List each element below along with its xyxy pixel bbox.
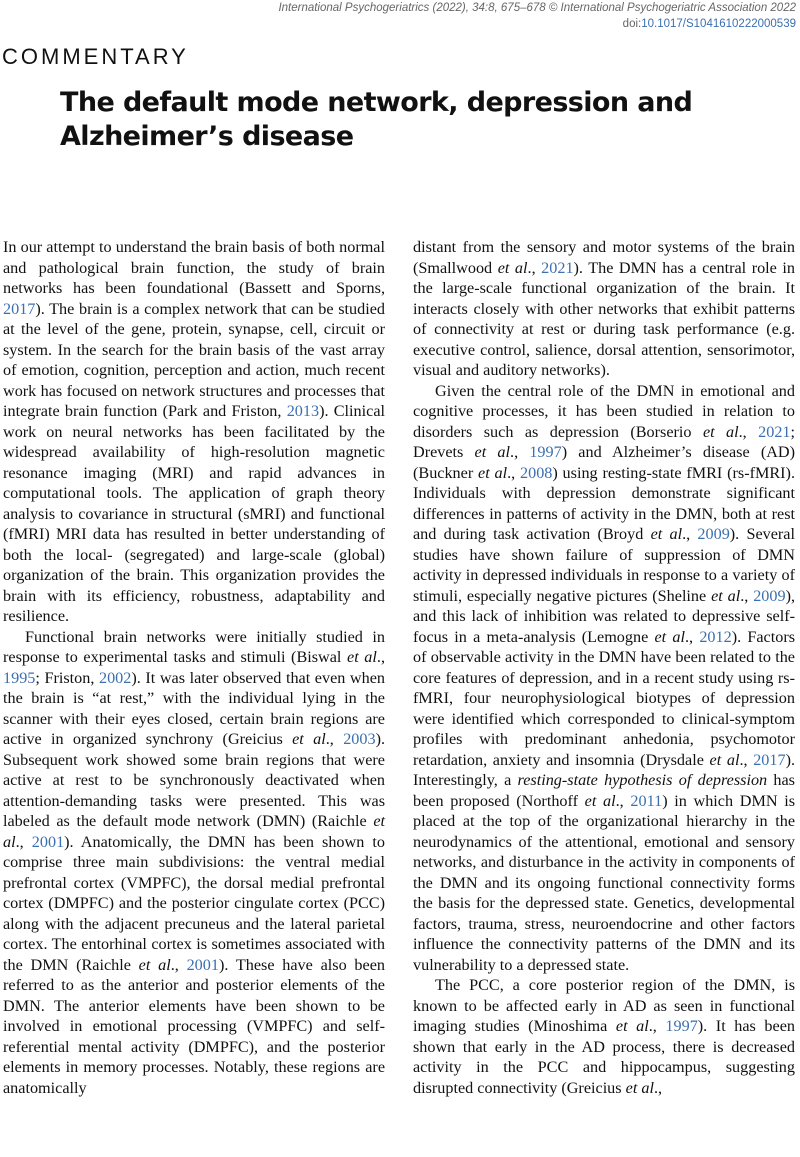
journal-citation: (2022), 34:8, 675–678 © International Psychogeriatric Association 2022 [432,2,796,14]
body-column-left [3,237,385,1098]
citation-link[interactable]: 2008 [520,463,553,482]
citation-link[interactable]: 1995 [3,668,36,687]
journal-name: International Psychogeriatrics [278,2,430,14]
citation-link[interactable]: 2021 [541,258,574,277]
doi-link[interactable]: 10.1017/S1041610222000539 [641,18,796,30]
citation-link[interactable]: 2012 [699,627,732,646]
citation-link[interactable]: 2001 [31,832,65,851]
citation-link[interactable]: 2001 [186,955,219,974]
citation-link[interactable]: 2011 [630,791,663,810]
doi-prefix: doi: [622,18,642,30]
body-column-right [413,237,795,1098]
citation-link[interactable]: 2017 [3,299,36,318]
citation-link[interactable]: 2013 [286,402,320,420]
body-paragraph: The PCC, a core posterior region of the DMN, is known to be affected early in AD as seen in functional imaging studies (Minoshima et al., 1997). It has been shown that early in the AD process, there is decreased activity in the PCC and hippocampus, suggesting disrupted connectivity (Greicius et al., [413,976,795,1097]
citation-link[interactable]: 2021 [758,422,791,441]
journal-citation-line [176,0,796,16]
body-paragraph: distant from the sensory and motor systems of the brain (Smallwood et al., 2021). The DMN has a central role in the large-scale functional organization of the brain. It interacts closely with other networks that exhibit patterns of connectivity at rest or during task performance (e.g. executive control, salience, dorsal attention, sensorimotor, visual and auditory networks). [413,238,795,379]
citation-link[interactable]: 2002 [98,668,132,687]
doi-line [176,16,796,32]
body-paragraph: Functional brain networks were initially studied in response to experimental tasks and stimuli (Biswal et al., 1995; Friston, 2002). It was later observed that even when the brain is “at rest,” with the individual lying in the scanner with their eyes closed, certain brain regions are active in organized synchrony (Greicius et al., 2003). Subsequent work showed some brain regions that were active at rest to be synchronously deactivated when attention-demanding tasks were presented. This was labeled as the default mode network (DMN) (Raichle et al., 2001). Anatomically, the DMN has been shown to comprise three main subdivisions: the ventral medial prefrontal cortex (VMPFC), the dorsal medial prefrontal cortex (DMPFC) and the posterior cingulate cortex (PCC) along with the adjacent precuneus and the lateral parietal cortex. The entorhinal cortex is sometimes associated with the DMN (Raichle et al., 2001). These have also been referred to as the anterior and posterior elements of the DMN. The anterior elements have been shown to be involved in emotional processing (VMPFC) and self-referential mental activity (DMPFC), and the posterior elements in memory processes. Notably, these regions are anatomically [3,627,385,1097]
citation-link[interactable]: 1997 [529,443,562,461]
citation-link[interactable]: 2017 [753,750,786,769]
citation-link[interactable]: 2009 [753,586,786,605]
body-paragraph: Given the central role of the DMN in emotional and cognitive processes, it has been studied in relation to disorders such as depression (Borserio et al., 2021; Drevets et al., 1997) and Alzheimer’s disease (AD) (Buckner et al., 2008) using resting-state fMRI (rs-fMRI). Individuals with depression demonstrate significant differences in patterns of activity in the DMN, both at rest and during task activation (Broyd et al., 2009). Several studies have shown failure of suppression of DMN activity in depressed individuals in response to a variety of stimuli, especially negative pictures (Sheline et al., 2009), and this lack of inhibition was related to depressive self-focus in a meta-analysis (Lemogne et al., 2012). Factors of observable activity in the DMN have been related to the core features of depression, and in a recent study using rs-fMRI, four neurophysiological biotypes of depression were identified which corresponded to clinical-symptom profiles with predominant anhedonia, psychomotor retardation, anxiety and insomnia (Drysdale et al., 2017). Interestingly, a resting-state hypothesis of depression has been proposed (Northoff et al., 2011) in which DMN is placed at the top of the organizational hierarchy in the neurodynamics of the attentional, emotional and sensory networks, and disturbance in the activity in components of the DMN and its ongoing functional connectivity forms the basis for the depressed state. Genetics, developmental factors, trauma, stress, neuroendocrine and other factors influence the connectivity patterns of the DMN and its vulnerability to a depressed state. [413,381,796,974]
citation-link[interactable]: 1997 [665,1017,698,1035]
section-label: COMMENTARY [2,44,189,69]
article-header-meta [176,0,796,32]
citation-link[interactable]: 2003 [343,730,376,748]
body-paragraph: In our attempt to understand the brain basis of both normal and pathological brain function, the study of brain networks has been foundational (Bassett and Sporns, 2017). The brain is a complex network that can be studied at the level of the gene, protein, synapse, cell, circuit or system. In the search for the brain basis of the vast array of emotion, cognition, perception and action, much recent work has focused on network structures and processes that integrate brain function (Park and Friston, 2013). Clinical work on neural networks has been facilitated by the widespread availability of high-resolution magnetic resonance imaging (MRI) and rapid advances in computational tools. The application of graph theory analysis to covariance in structural (sMRI) and functional (fMRI) MRI data has resulted in better understanding of both the local- (segregated) and large-scale (global) organization of the brain. This organization provides the brain with its efficiency, robustness, adaptability and resilience. [3,238,385,625]
citation-link[interactable]: 2009 [697,525,730,543]
article-title: The default mode network, depression and Alzheimer’s disease [60,87,693,152]
